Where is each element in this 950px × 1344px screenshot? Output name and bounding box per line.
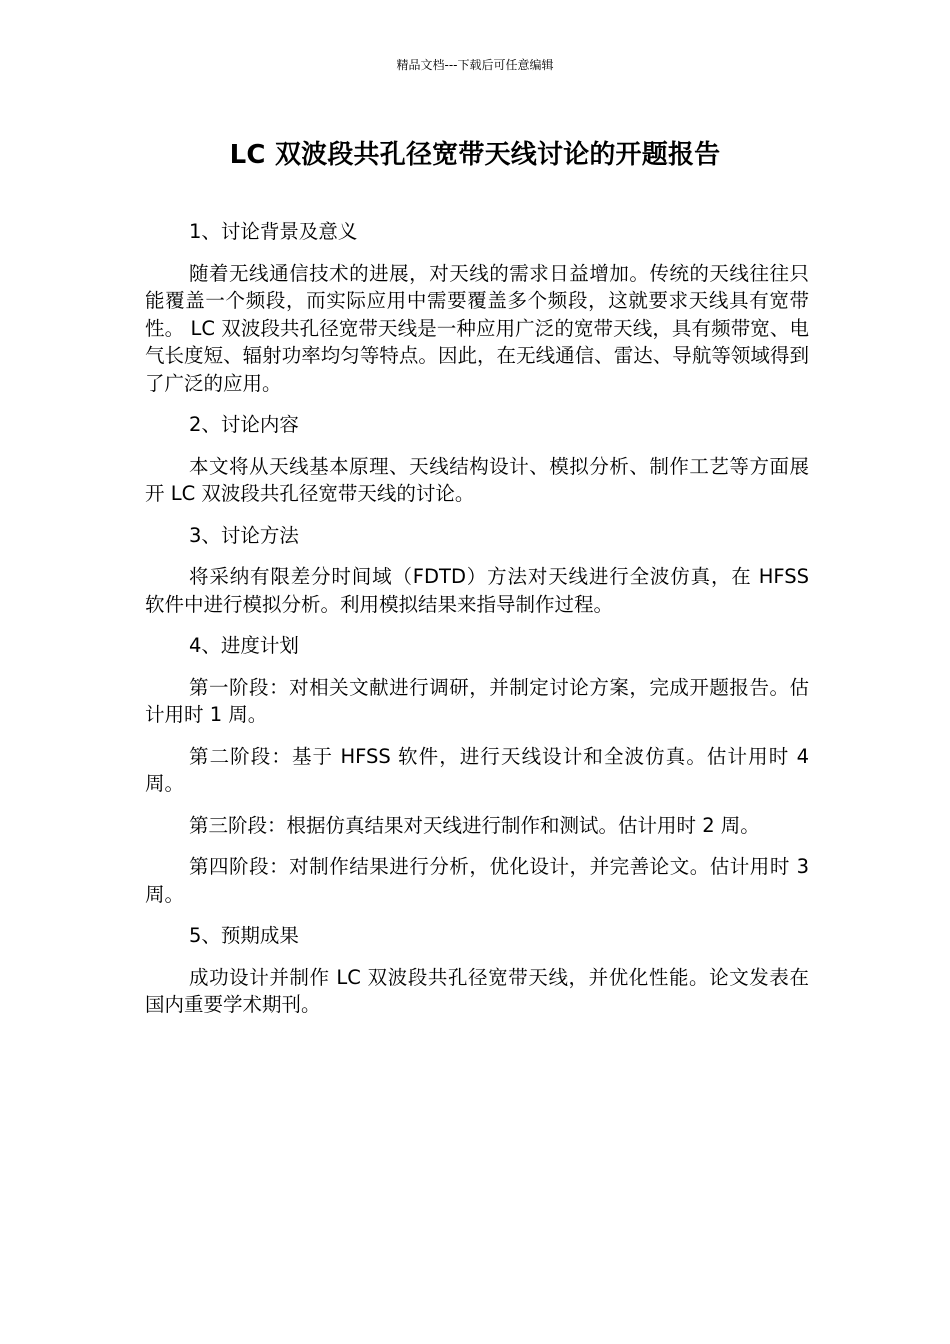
section-background — [145, 218, 809, 397]
document-body — [145, 218, 809, 1033]
section-heading: 1、讨论背景及意义 — [189, 220, 358, 243]
section-heading: 5、预期成果 — [189, 924, 299, 947]
body-paragraph: 成功设计并制作 LC 双波段共孔径宽带天线，并优化性能。论文发表在国内重要学术期刊。 — [145, 965, 809, 1016]
body-paragraph: 第四阶段：对制作结果进行分析，优化设计，并完善论文。估计用时 3 周。 — [145, 855, 809, 906]
body-paragraph: 随着无线通信技术的进展，对天线的需求日益增加。传统的天线往往只能覆盖一个频段，而实际应用中需要覆盖多个频段，这就要求天线具有宽带性。 LC 双波段共孔径宽带天线是一种应用广泛的宽带天线，具有频带宽、电气长度短、辐射功率均匀等特点。因此，在无线通信、雷达、导航等领域得到了广泛的应用。 — [145, 261, 809, 395]
section-schedule — [145, 632, 809, 908]
page-watermark: 精品文档---下载后可任意编辑 — [396, 58, 554, 72]
body-paragraph: 第三阶段：根据仿真结果对天线进行制作和测试。估计用时 2 周。 — [189, 813, 760, 837]
section-expected-results — [145, 922, 809, 1019]
section-heading: 3、讨论方法 — [189, 523, 299, 547]
section-heading: 2、讨论内容 — [189, 413, 299, 436]
body-paragraph: 本文将从天线基本原理、天线结构设计、模拟分析、制作工艺等方面展开 LC 双波段共孔径宽带天线的讨论。 — [145, 454, 809, 505]
section-content — [145, 411, 809, 508]
section-method — [145, 522, 809, 619]
body-paragraph: 第一阶段：对相关文献进行调研，并制定讨论方案，完成开题报告。估计用时 1 周。 — [145, 675, 809, 726]
section-heading: 4、进度计划 — [189, 634, 299, 657]
document-title: LC 双波段共孔径宽带天线讨论的开题报告 — [229, 140, 721, 170]
body-paragraph: 第二阶段：基于 HFSS 软件，进行天线设计和全波仿真。估计用时 4 周。 — [145, 744, 809, 795]
body-paragraph: 将采纳有限差分时间域（FDTD）方法对天线进行全波仿真，在 HFSS 软件中进行模拟分析。利用模拟结果来指导制作过程。 — [145, 565, 809, 616]
